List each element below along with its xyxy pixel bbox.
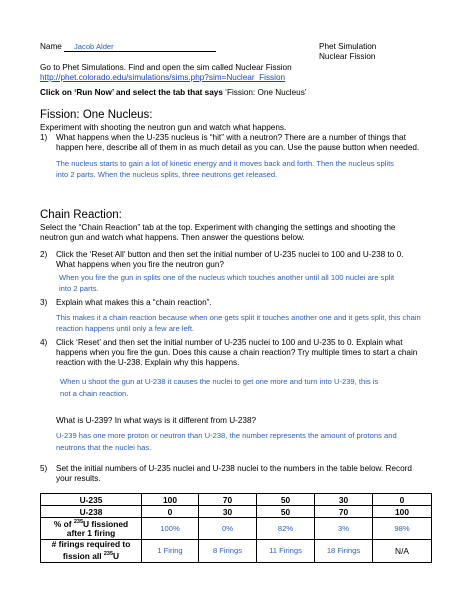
a2-line-1: When you fire the gun in splits one of the nucleus which touches another until all 100 nuclei are split: [59, 273, 395, 282]
a3-line-2: reaction happens until only a few are left.: [56, 324, 195, 333]
a1-line-2: into 2 parts. When the nucleus splits, three neutrons get released.: [56, 170, 278, 179]
percent-value: 100%: [142, 518, 199, 540]
sim-link[interactable]: http://phet.colorado.edu/simulations/sims.php?sim=Nuclear_Fission: [40, 73, 286, 82]
row-label-u238: U-238: [41, 506, 142, 518]
title-line-1: Phet Simulation: [319, 42, 377, 51]
u235-value: 100: [142, 494, 199, 506]
section2-intro-1: Select the “Chain Reaction” tab at the top. Experiment with changing the settings and shooting the: [40, 223, 396, 232]
row-label-u235: U-235: [41, 494, 142, 506]
u235-value: 30: [315, 494, 373, 506]
u235-value: 70: [199, 494, 257, 506]
a2-line-2: into 2 parts.: [59, 284, 99, 293]
a4-line-2: not a chain reaction.: [60, 389, 129, 398]
q4-line-2: happens when you fire the gun. Does this cause a chain reaction? Try multiple times to start a chain: [56, 348, 418, 357]
q2-line-1: Click the ‘Reset All’ button and then set the initial number of U-235 nuclei to 100 and U-238 to 0.: [56, 250, 404, 259]
percent-value: 3%: [315, 518, 373, 540]
run-instruction: [40, 88, 307, 99]
u238-value: 100: [373, 506, 432, 518]
q3-number: 3): [40, 298, 48, 307]
q4b-line-1: What is U-239? In what ways is it different from U-238?: [56, 416, 257, 425]
q4-number: 4): [40, 338, 48, 347]
q2-number: 2): [40, 250, 48, 259]
results-table: [40, 493, 432, 563]
percent-label-sup: 235: [73, 519, 84, 525]
u238-value: 0: [142, 506, 199, 518]
u235-value: 50: [257, 494, 315, 506]
firings-value: 8 Firings: [199, 539, 257, 562]
firings-value: 18 Firings: [315, 539, 373, 562]
q4-line-1: Click ‘Reset’ and then set the initial number of U-235 nuclei to 100 and U-235 to 0. Explain what: [56, 338, 403, 347]
percent-label-post: U fissioned: [83, 518, 129, 529]
firings-value: 11 Firings: [257, 539, 315, 562]
intro-line: Go to Phet Simulations. Find and open the sim called Nuclear Fission: [40, 63, 292, 72]
run-instruction-tab: ‘Fission: One Nucleus’: [225, 88, 307, 97]
q2-line-2: What happens when you fire the neutron gun?: [56, 260, 224, 269]
percent-label-line2: after 1 firing: [66, 528, 116, 539]
name-underline: [64, 51, 216, 52]
percent-value: 82%: [257, 518, 315, 540]
section2-intro-2: neutron gun and watch what happens. Then answer the questions below.: [40, 233, 305, 242]
percent-label-pre: % of: [53, 518, 74, 529]
row-label-percent: [41, 518, 142, 540]
firings-label-sup: 235: [103, 550, 114, 557]
a4-line-1: When u shoot the gun at U-238 it causes the nuclei to get one more and turn into U-239, this is: [60, 377, 379, 386]
percent-value: 0%: [199, 518, 257, 540]
run-instruction-bold: Click on ‘Run Now’ and select the tab that says: [40, 88, 226, 97]
firings-label-line1: # firings required to: [51, 539, 131, 550]
q5-line-1: Set the initial numbers of U-235 nuclei and U-238 nuclei to the numbers in the table below. Record: [56, 464, 412, 473]
firings-label-pre: fission all: [62, 550, 104, 561]
firings-label-post: U: [113, 550, 120, 561]
q1-line-1: What happens when the U-235 nucleus is “hit” with a neutron? There are a number of things that: [56, 133, 406, 142]
row-label-firings: [41, 539, 142, 562]
q5-number: 5): [40, 464, 48, 473]
q5-line-2: your results.: [56, 474, 101, 483]
a3-line-1: This makes it a chain reaction because when one gets split it touches another one and it gets split, this chain: [56, 313, 421, 322]
table-row-u235: [41, 494, 432, 506]
table-row-firings: [41, 539, 432, 562]
firings-value: N/A: [373, 539, 432, 562]
q4-line-3: reaction with the U-238. Explain why this happens.: [56, 358, 240, 367]
a4b-line-1: U-239 has one more proton or neutron than U-238, the number represents the amount of protons and: [56, 431, 397, 440]
table-row-percent: [41, 518, 432, 540]
section1-intro: Experiment with shooting the neutron gun and watch what happens.: [40, 123, 287, 132]
name-label: Name: [40, 42, 62, 51]
q1-line-2: happen here, describe all of them in as much detail as you can. Use the pause button when needed.: [56, 143, 420, 152]
u238-value: 30: [199, 506, 257, 518]
student-name: Jacob Alder: [74, 42, 114, 51]
table-row-u238: [41, 506, 432, 518]
u238-value: 50: [257, 506, 315, 518]
q1-number: 1): [40, 133, 48, 142]
u238-value: 70: [315, 506, 373, 518]
a4b-line-2: neutrons that the nuclei has.: [56, 443, 152, 452]
title-line-2: Nuclear Fission: [319, 52, 376, 61]
section1-title: Fission: One Nucleus:: [40, 109, 153, 121]
u235-value: 0: [373, 494, 432, 506]
section2-title: Chain Reaction:: [40, 209, 122, 221]
q3-line-1: Explain what makes this a “chain reaction”.: [56, 298, 212, 307]
firings-value: 1 Firing: [142, 539, 199, 562]
a1-line-1: The nucleus starts to gain a lot of kinetic energy and it moves back and forth. Then the nucleus splits: [56, 159, 394, 168]
percent-value: 98%: [373, 518, 432, 540]
